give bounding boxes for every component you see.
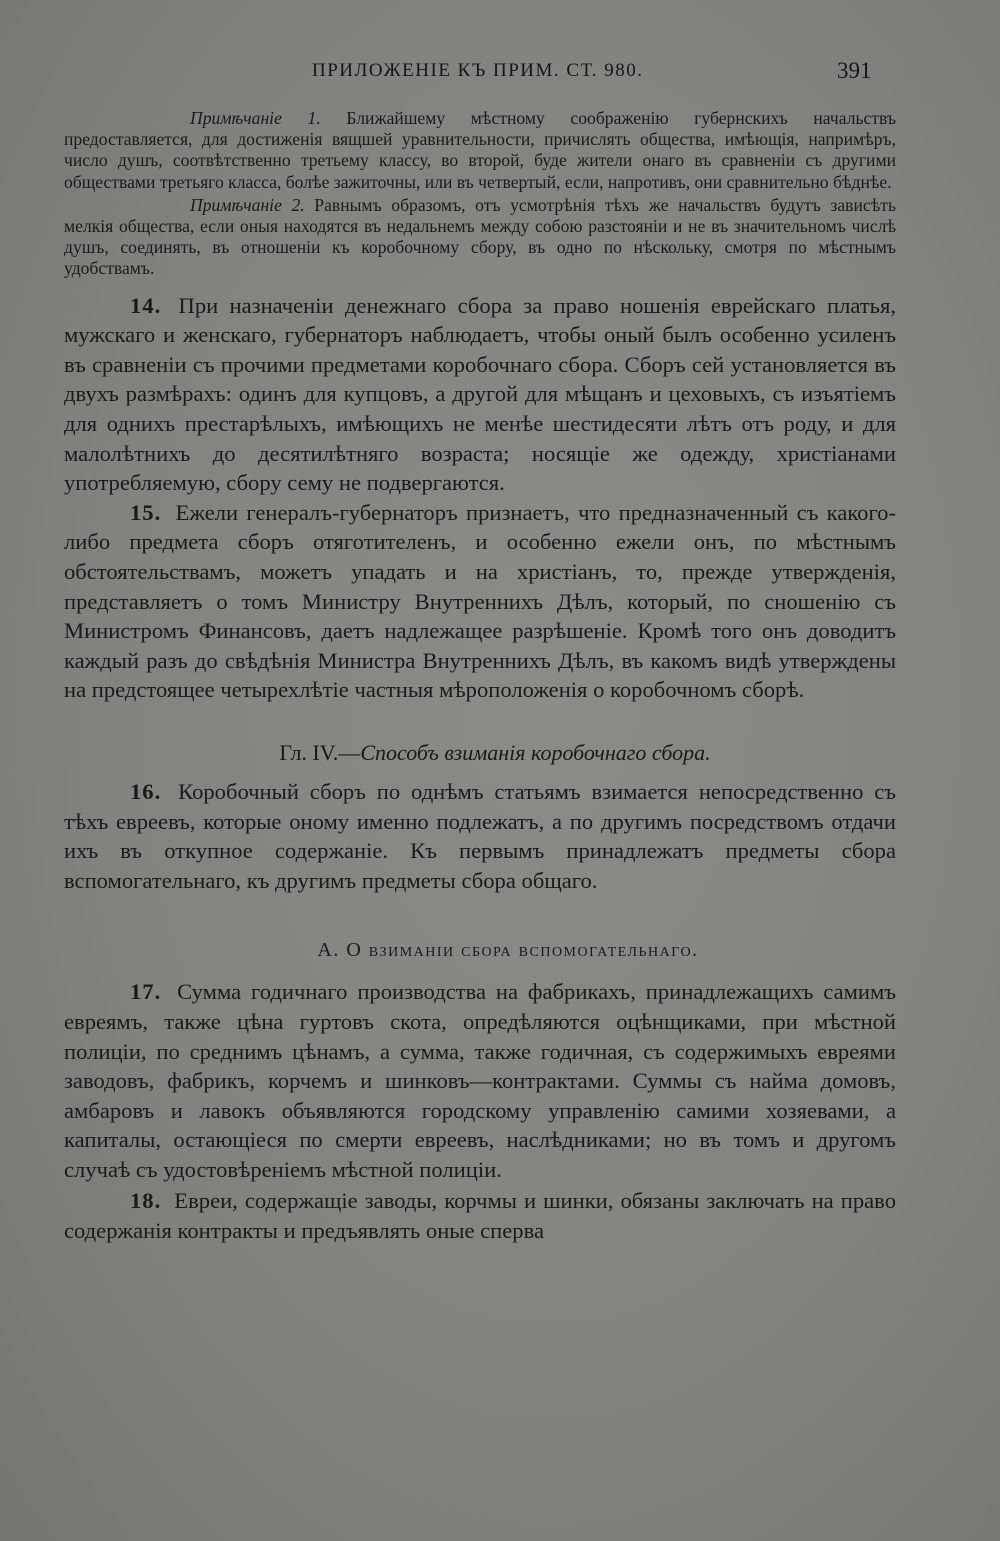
article-17-number: 17.	[130, 979, 162, 1005]
chapter-title: Способъ взиманія коробочнаго сбора.	[360, 739, 711, 765]
article-15-text: Ежели генералъ-губернаторъ признаетъ, что предназначенный съ какого-либо предмета сборъ отяготителенъ, и особенно ежели онъ, по мѣстнымъ обстоятельствамъ, можетъ упадать и на христіанъ, то, прежде утвержденія, представляетъ о томъ Министру Внутреннихъ Дѣлъ, который, по сношенію съ Министромъ Финансовъ, даетъ надлежащее разрѣшеніе. Кромѣ того онъ доводитъ каждый разъ до свѣдѣнія Министра Внутреннихъ Дѣлъ, въ какомъ видѣ утверждены на предстоящее четырехлѣтіе частныя мѣроположенія о коробочномъ сборѣ.	[64, 499, 897, 703]
section-heading	[64, 937, 896, 963]
footnote-1	[64, 108, 896, 193]
article-17-text: Сумма годичнаго производства на фабрикахъ, принадлежащихъ самимъ евреямъ, также цѣна гуртовъ скота, опредѣляются оцѣнщиками, при мѣстной полиціи, по среднимъ цѣнамъ, а сумма, также годичная, съ содержимыхъ евреями заводовъ, фабрикъ, корчемъ и шинковъ—контрактами. Суммы съ найма домовъ, амбаровъ и лавокъ объявляются городскому управленію самими хозяевами, а капиталы, остающіеся по смерти евреевъ, наслѣдниками; но въ томъ и другомъ случаѣ съ удостовѣреніемъ мѣстной полиціи.	[64, 979, 897, 1182]
page-body	[64, 108, 896, 1246]
chapter-prefix: Гл. IV.—	[279, 739, 361, 765]
article-18	[64, 1186, 896, 1245]
article-18-text: Евреи, содержащіе заводы, корчмы и шинки, обязаны заключать на право содержанія контракты и предъявлять оные сперва	[64, 1188, 896, 1244]
article-18-number: 18.	[130, 1188, 162, 1214]
article-15	[64, 498, 896, 705]
note-1-label: Примѣчаніе 1.	[190, 108, 321, 128]
section-title: А. О взиманіи сбора вспомогательнаго.	[317, 939, 699, 962]
article-16	[64, 777, 896, 895]
running-head	[0, 56, 1000, 90]
article-14	[64, 291, 896, 498]
footnote-2	[64, 195, 896, 280]
article-16-number: 16.	[130, 778, 162, 804]
note-2-label: Примѣчаніе 2.	[190, 194, 305, 215]
article-15-number: 15.	[130, 499, 162, 525]
article-17	[64, 977, 896, 1184]
chapter-heading	[64, 739, 896, 767]
page-number: 391	[837, 58, 872, 83]
note-2-text: Равнымъ образомъ, отъ усмотрѣнія тѣхъ же начальствъ будутъ зависѣть мелкія общества, если оныя находятся въ недальнемъ между собою разстояніи и не въ значительномъ числѣ душъ, соединять, въ отношеніи къ коробочному сбору, въ одно по нѣскольку, смотря по мѣстнымъ удобствамъ.	[64, 194, 896, 279]
note-1-text: Ближайшему мѣстному соображенію губернскихъ начальствъ предоставляется, для достиженія вящшей уравнительности, причислять общества, имѣющія, напримѣръ, число душъ, соотвѣтственно третьему классу, во второй, буде жители онаго въ сравненіи съ другими обществами третьяго класса, болѣе зажиточны, или въ четвертый, если, напротивъ, они сравнительно бѣднѣе.	[64, 108, 896, 192]
article-14-text: При назначеніи денежнаго сбора за право ношенія еврейскаго платья, мужскаго и женскаго, губернаторъ наблюдаетъ, чтобы оный былъ особенно усиленъ въ сравненіи съ прочими предметами коробочнаго сбора. Сборъ сей установляется въ двухъ размѣрахъ: одинъ для купцовъ, а другой для мѣщанъ и цеховыхъ, съ изъятіемъ для однихъ престарѣлыхъ, имѣющихъ не менѣе шестидесяти лѣтъ отъ роду, и для малолѣтнихъ до десятилѣтняго возраста; носящіе же одежду, христіанами употребляемую, сбору сему не подвергаются.	[64, 292, 897, 496]
article-16-text: Коробочный сборъ по однѣмъ статьямъ взимается непосредственно съ тѣхъ евреевъ, которые оному именно подлежатъ, а по другимъ посредствомъ отдачи ихъ въ откупное содержаніе. Къ первымъ принадлежатъ предметы сбора вспомогательнаго, къ другимъ предметы сбора общаго.	[64, 778, 896, 893]
article-14-number: 14.	[130, 292, 162, 318]
running-head-title: ПРИЛОЖЕНІЕ КЪ ПРИМ. СТ. 980.	[312, 60, 644, 81]
